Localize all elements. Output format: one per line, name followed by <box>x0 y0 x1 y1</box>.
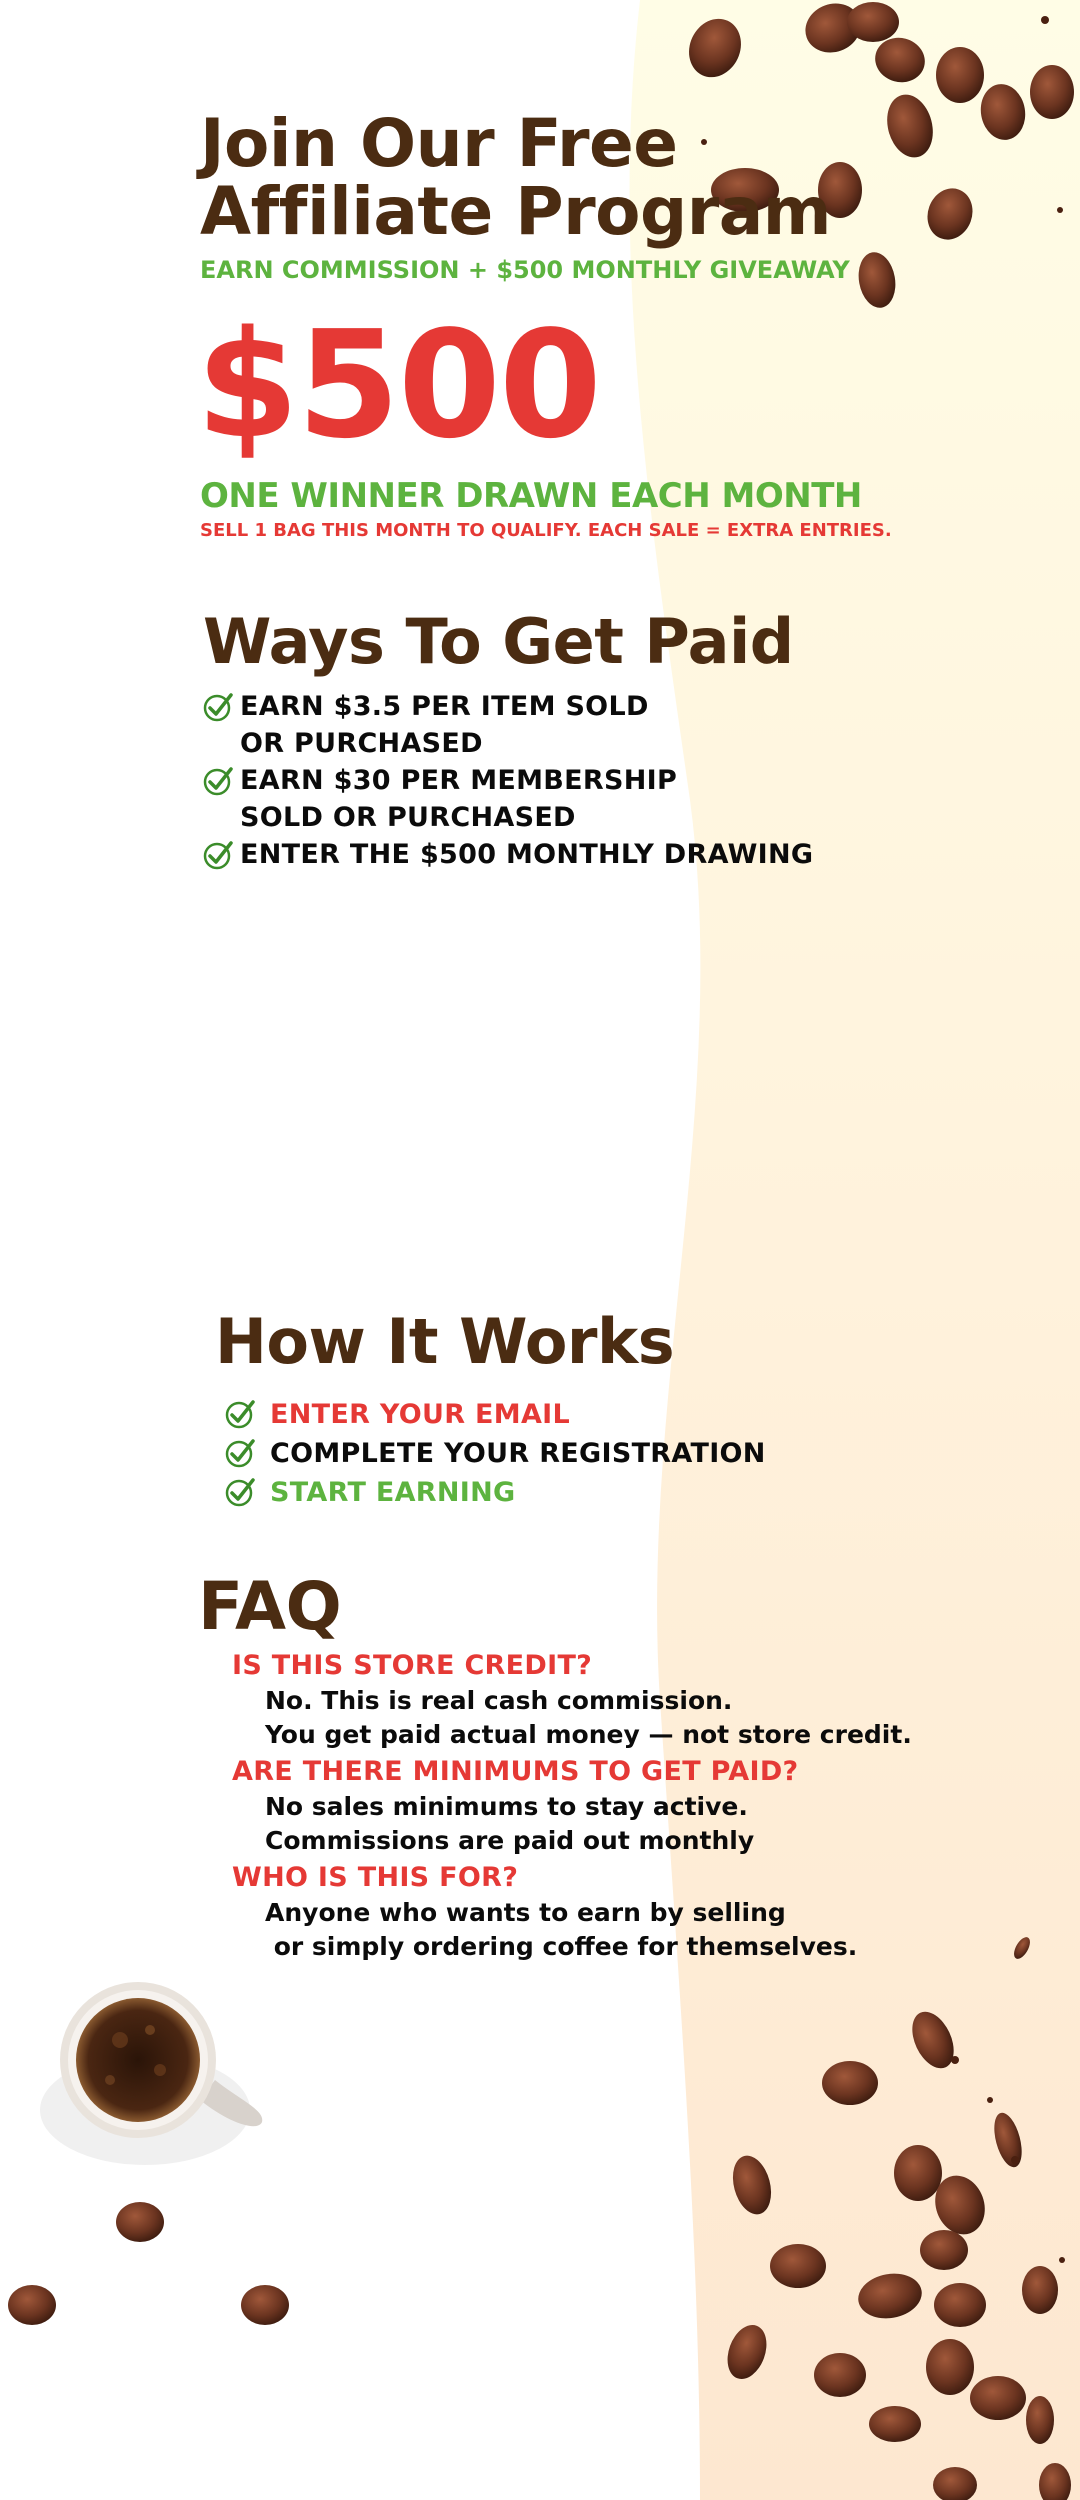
title-line-2: Affiliate Program <box>200 173 832 250</box>
how-steps <box>224 1395 766 1512</box>
faq-item <box>232 1860 912 1964</box>
check-icon <box>224 1476 256 1508</box>
list-item <box>202 688 813 762</box>
faq-heading: FAQ <box>198 1568 342 1645</box>
list-item <box>224 1434 766 1473</box>
step-label: START EARNING <box>270 1477 516 1508</box>
faq-question: WHO IS THIS FOR? <box>232 1862 519 1893</box>
faq-list <box>232 1648 912 1964</box>
list-item <box>202 836 813 873</box>
winner-text: ONE WINNER DRAWN EACH MONTH <box>200 476 862 516</box>
list-item-line: EARN $3.5 PER ITEM SOLD <box>240 691 649 722</box>
check-icon <box>202 691 234 723</box>
faq-item <box>232 1754 912 1858</box>
page-title <box>200 105 832 250</box>
check-icon <box>224 1398 256 1430</box>
list-item-line: SOLD OR PURCHASED <box>240 802 576 833</box>
list-item-line: ENTER THE $500 MONTHLY DRAWING <box>240 839 814 870</box>
faq-item <box>232 1648 912 1752</box>
faq-question: IS THIS STORE CREDIT? <box>232 1650 593 1681</box>
check-icon <box>224 1437 256 1469</box>
list-item <box>224 1395 766 1434</box>
prize-amount: $500 <box>196 299 600 471</box>
faq-answer-line: You get paid actual money — not store credit. <box>265 1720 912 1749</box>
qualify-text: SELL 1 BAG THIS MONTH TO QUALIFY. EACH SALE = EXTRA ENTRIES. <box>200 520 892 541</box>
check-icon <box>202 839 234 871</box>
list-item <box>224 1473 766 1512</box>
step-label: COMPLETE YOUR REGISTRATION <box>270 1438 766 1469</box>
faq-answer-line: or simply ordering coffee for themselves. <box>265 1932 858 1961</box>
title-line-1: Join Our Free <box>200 105 678 182</box>
faq-answer-line: No sales minimums to stay active. <box>265 1792 748 1821</box>
how-heading: How It Works <box>215 1305 675 1378</box>
list-item <box>202 762 813 836</box>
faq-answer-line: Commissions are paid out monthly <box>265 1826 755 1855</box>
list-item-line: EARN $30 PER MEMBERSHIP <box>240 765 678 796</box>
coffee-bean-icon <box>8 2202 289 2325</box>
ways-list <box>202 688 813 873</box>
coffee-cup-icon <box>40 1982 262 2165</box>
faq-answer-line: No. This is real cash commission. <box>265 1686 733 1715</box>
ways-heading: Ways To Get Paid <box>203 605 794 678</box>
faq-answer-line: Anyone who wants to earn by selling <box>265 1898 786 1927</box>
step-label: ENTER YOUR EMAIL <box>270 1399 571 1430</box>
list-item-line: OR PURCHASED <box>240 728 483 759</box>
check-icon <box>202 765 234 797</box>
hero-subtitle: EARN COMMISSION + $500 MONTHLY GIVEAWAY <box>200 256 850 284</box>
faq-question: ARE THERE MINIMUMS TO GET PAID? <box>232 1756 799 1787</box>
